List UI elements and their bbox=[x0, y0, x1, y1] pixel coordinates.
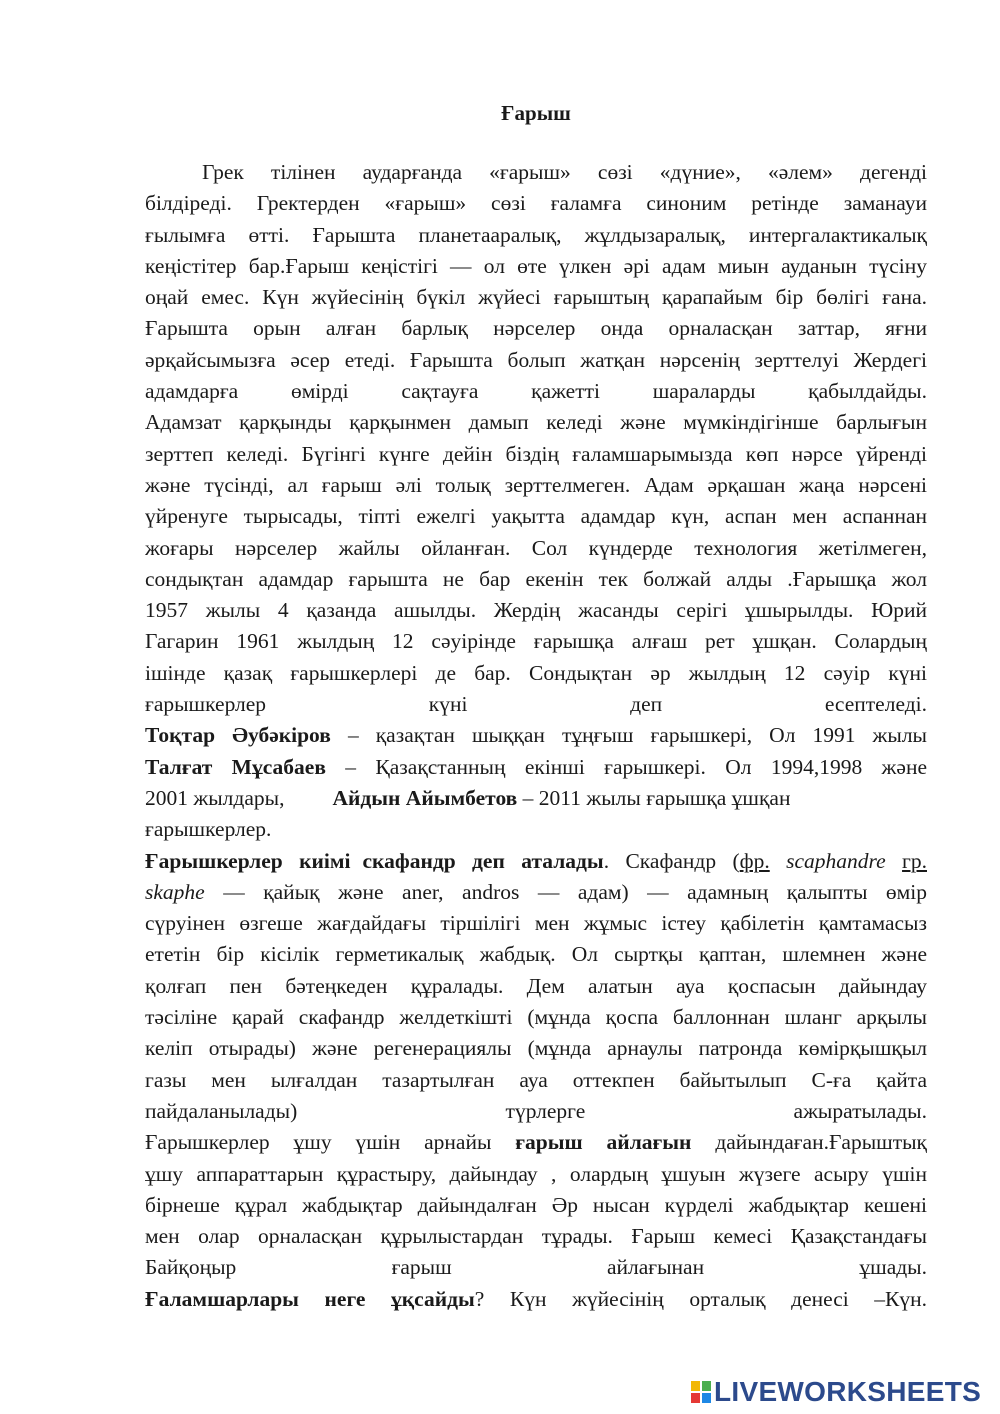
astronaut-text: – қазақтан шыққан тұңғыш ғарышкері, Ол 1991 жылы bbox=[330, 723, 927, 748]
astronaut-name-musabayev: Талғат Мұсабаев bbox=[145, 754, 326, 779]
planets-question: Ғаламшарлары неге ұқсайды bbox=[145, 1286, 475, 1311]
suit-heading-a: Ғарышкерлер киімі bbox=[145, 848, 351, 873]
text-line: ғарышкерлер күні деп есептеледі. bbox=[145, 692, 927, 717]
cosmodrome-bold: ғарыш айлағын bbox=[515, 1130, 692, 1155]
text-line: газы мен ылғалдан тазартылған ауа оттекпен байытылып С-ға қайта bbox=[145, 1067, 927, 1092]
text-line: бірнеше құрал жабдықтар дайындалған Әр нысан күрделі жабдықтар кешені bbox=[145, 1192, 927, 1217]
text-line: ғылымға өтті. Ғарышта планетааралық, жұлдызаралық, интергалактикалық bbox=[145, 222, 927, 247]
text-line: 1957 жылы 4 қазанда ашылды. Жердің жасанды серігі ұшырылды. Юрий bbox=[145, 598, 927, 623]
liveworksheets-brand: LIVEWORKSHEETS bbox=[714, 1376, 982, 1407]
suit-line-1 bbox=[145, 846, 927, 877]
astronaut-name-aimbetov: Айдын Айымбетов bbox=[332, 785, 518, 810]
fr-word: scaphandre bbox=[786, 848, 886, 873]
text-line: сүруінен өзгеше жағдайдағы тіршілігі мен жұмыс істеу қабілетін қамтамасыз bbox=[145, 911, 927, 936]
suit-text: — қайық және aner, andros — адам) — адамның қалыпты өмір bbox=[204, 879, 927, 904]
fr-abbr-link[interactable]: фр. bbox=[739, 848, 770, 873]
planets-line bbox=[145, 1284, 927, 1315]
text-line: кеңістітер бар.Ғарыш кеңістігі — ол өте үлкен әрі адам миын ауданын түсіну bbox=[145, 253, 927, 278]
astronaut-line-1 bbox=[145, 720, 927, 751]
text-line: жоғары нәрселер жайлы ойланған. Сол күндерде технология жетілмеген, bbox=[145, 535, 927, 560]
text-line: білдіреді. Гректерден «ғарыш» сөзі ғаламға синоним ретінде заманауи bbox=[145, 191, 927, 216]
astronaut-line-4: ғарышкерлер. bbox=[145, 817, 272, 842]
gr-word: skaphe bbox=[145, 879, 205, 904]
astronaut-text: – Қазақстанның екінші ғарышкері. Ол 1994,1998 және bbox=[325, 754, 927, 779]
astronaut-text: – 2011 жылы ғарышқа ұшқан bbox=[517, 785, 791, 810]
text-line: Ғарышта орын алған барлық нәрселер онда орналасқан заттар, яғни bbox=[145, 316, 927, 341]
text-line: ішінде қазақ ғарышкерлері де бар. Сондықтан әр жылдың 12 сәуір күні bbox=[145, 660, 927, 685]
text-line: мен олар орналасқан құрылыстардан тұрады. Ғарыш кемесі Қазақстандағы bbox=[145, 1224, 927, 1249]
suit-line-2 bbox=[145, 877, 927, 908]
document-body bbox=[145, 157, 927, 1315]
cosmodrome-text: дайындаған.Ғарыштық bbox=[691, 1130, 927, 1155]
cosmodrome-text: Ғарышкерлер ұшу үшін арнайы bbox=[145, 1130, 516, 1155]
text-line: ететін бір кісілік герметикалық жабдық. Ол сыртқы қаптан, шлемнен және bbox=[145, 942, 927, 967]
text-line: үйренуге тырысады, тіпті ежелгі уақытта адамдар күн, аспан мен аспаннан bbox=[145, 504, 927, 529]
text-line: Байқоңыр ғарыш айлағынан ұшады. bbox=[145, 1255, 927, 1280]
suit-text: . Скафандр ( bbox=[603, 848, 740, 873]
liveworksheets-logo[interactable] bbox=[691, 1376, 981, 1408]
text-line: ұшу аппараттарын құрастыру, дайындау , олардың ұшуын жүзеге асыру үшін bbox=[145, 1161, 927, 1186]
text-line: сондықтан адамдар ғарышта не бар екенін тек болжай алды .Ғарышқа жол bbox=[145, 566, 927, 591]
astronaut-name-aubakirov: Тоқтар Әубәкіров bbox=[145, 723, 331, 748]
text-line: Грек тілінен аударғанда «ғарыш» сөзі «дүние», «әлем» дегенді bbox=[202, 160, 927, 184]
text-line: пайдаланылады) түрлерге ажыратылады. bbox=[145, 1098, 927, 1123]
cosmodrome-line-1 bbox=[145, 1127, 927, 1158]
astronaut-text: 2001 жылдары, bbox=[145, 785, 285, 810]
text-line: және түсінді, ал ғарыш әлі толық зерттелмеген. Адам әрқашан жаңа нәрсені bbox=[145, 472, 927, 497]
planets-text: ? Күн жүйесінің орталық денесі –Күн. bbox=[474, 1286, 927, 1311]
text-line: Гагарин 1961 жылдың 12 сәуірінде ғарышқа алғаш рет ұшқан. Солардың bbox=[145, 629, 927, 654]
suit-heading-b: скафандр деп аталады bbox=[362, 848, 604, 873]
page-title: Ғарыш bbox=[501, 101, 571, 125]
text-line: келіп отырады) және регенерациялы (мұнда арнаулы патронда көмірқышқыл bbox=[145, 1036, 927, 1061]
text-line: адамдарға өмірді сақтауға қажетті шараларды қабылдайды. bbox=[145, 379, 927, 404]
text-line: әрқайсымызға әсер етеді. Ғарышта болып жатқан нәрсенің зерттелуі Жердегі bbox=[145, 347, 927, 372]
astronaut-line-3 bbox=[145, 783, 927, 814]
liveworksheets-logo-icon bbox=[691, 1381, 711, 1403]
text-line: оңай емес. Күн жүйесінің бүкіл жүйесі ғарыштың қарапайым бір бөлігі ғана. bbox=[145, 285, 927, 310]
text-line: Адамзат қарқынды қарқынмен дамып келеді және мүмкіндігінше барлығын bbox=[145, 410, 927, 435]
text-line: зерттеп келеді. Бүгінгі күнге дейін біздің ғаламшарымызда көп нәрсе үйренді bbox=[145, 441, 927, 466]
gr-abbr-link[interactable]: гр. bbox=[902, 848, 927, 873]
astronaut-line-2 bbox=[145, 752, 927, 783]
text-line: қолғап пен бәтеңкеден құралады. Дем алатын ауа қоспасын дайындау bbox=[145, 973, 927, 998]
text-line: тәсіліне қарай скафандр желдеткішті (мұнда қоспа баллоннан шланг арқылы bbox=[145, 1005, 927, 1030]
